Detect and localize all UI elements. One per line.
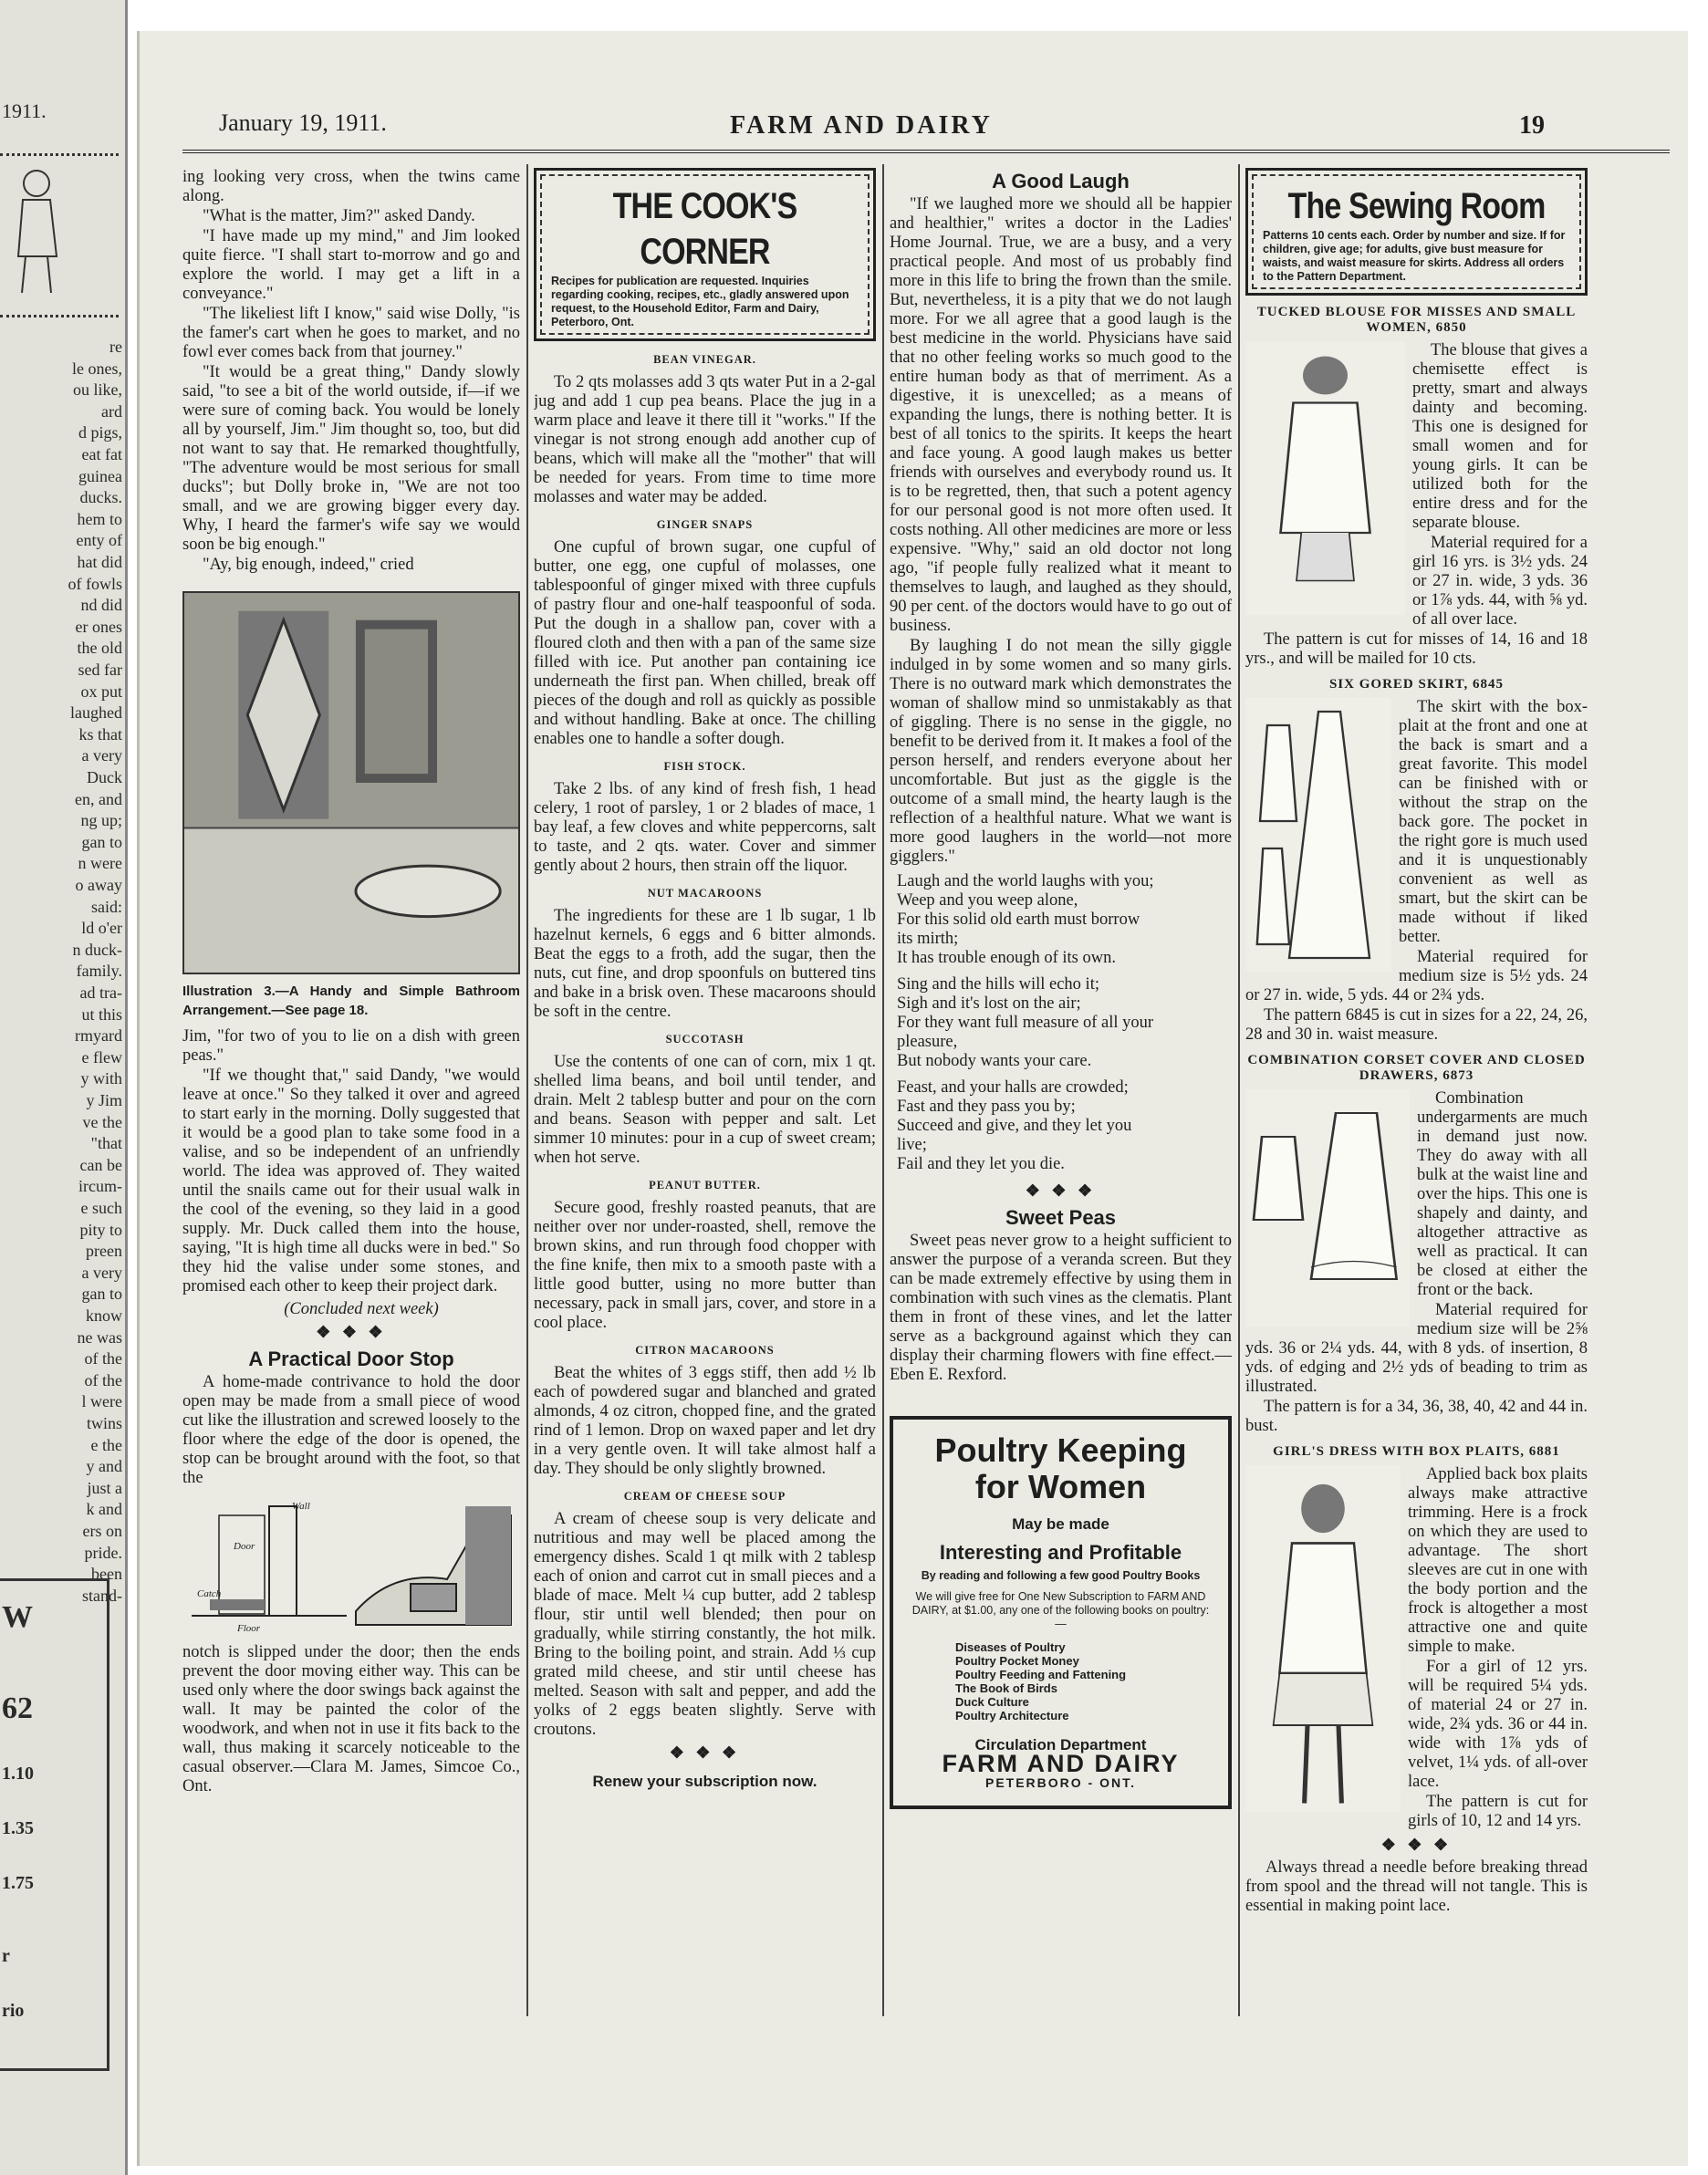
- issue-date: January 19, 1911.: [219, 109, 387, 136]
- previous-page-fragment: been: [91, 1565, 122, 1584]
- previous-page-fragment: d pigs,: [78, 423, 122, 442]
- door-stop-heading: A Practical Door Stop: [248, 1348, 454, 1370]
- diagram-label-catch: Catch: [197, 1588, 222, 1599]
- previous-page-fragment: y with: [80, 1069, 122, 1088]
- recipe-title: CITRON MACAROONS: [635, 1344, 775, 1357]
- column-good-laugh: [890, 168, 1232, 2084]
- story-paragraph: "If we thought that," said Dandy, "we would leave at once." So they talked it over and agreed to start early in the morning. Dolly suggested that it would be a good plan to take some food in a valise, and so be independent of an unfriendly world. The idea was approved of. They waited until the snails came out for their usual walk in the cool of the evening, so they laid in a good supply. Mr. Duck called them into the house, saying, "It is high time all ducks were in bed." So they hid the valise under some stones, and promised each other to keep their project dark.: [182, 1067, 520, 1296]
- door-stop-text-continued: notch is slipped under the door; then the ends prevent the door moving either way. This can be used only where the door swings back against the wall. It may be painted the color of the woodwork, and when not in use it fits back to the wall, thus making it scarcely noticeable to the casual observer.—Clara M. James, Simcoe Co., Ont.: [182, 1643, 520, 1795]
- previous-page-fragment: ers on: [82, 1522, 122, 1540]
- sewing-room-title: The Sewing Room: [1287, 186, 1546, 226]
- bathroom-scene-icon: [184, 593, 518, 973]
- previous-page-fragment: of the: [84, 1370, 122, 1389]
- previous-page-fragment: family.: [76, 962, 122, 981]
- previous-page-fragment: know: [86, 1306, 122, 1325]
- diagram-label-wall: Wall: [292, 1501, 310, 1512]
- previous-page-fragment: hem to: [77, 509, 122, 528]
- ad-book-item: Poultry Architecture: [955, 1709, 1069, 1722]
- previous-page-fragment: laughed: [70, 703, 122, 723]
- previous-page-ad: [0, 1578, 109, 2071]
- laugh-poem: [890, 872, 1232, 1174]
- recipe-text: The ingredients for these are 1 lb sugar, 1 lb hazelnut kernels, 6 eggs and 6 bitter almonds. Beat the eggs to a froth, add the sugar, then the nuts, cut fine, and drop spoonfuls on buttered tins and bake in a brisk oven. These macaroons should be soft in the centre.: [534, 907, 876, 1021]
- ad-interesting: Interesting and Profitable: [939, 1541, 1182, 1564]
- previous-page-fragment: of fowls: [68, 574, 122, 593]
- previous-page-fragment: eat fat: [81, 445, 122, 463]
- previous-page-fragment: re: [109, 338, 122, 356]
- good-laugh-text: [890, 195, 1232, 867]
- previous-page-fragment: ard: [101, 401, 122, 421]
- pattern-title: COMBINATION CORSET COVER AND CLOSED DRAWERS, 6873: [1247, 1053, 1586, 1083]
- newspaper-title: FARM AND DAIRY: [730, 111, 993, 140]
- previous-page-fragment: the old: [77, 639, 122, 658]
- good-laugh-paragraph: "If we laughed more we should all be happier and healthier," writes a doctor in the Ladies' Home Journal. True, we are a busy, and a very practical people. And most of us probably find more in this life to bring the frown than the smile. But, nevertheless, it is a pity that we do not laugh more. For we all agree that a good laugh is the best medicine in the world. Physicians have said that no other feeling works so much good to the entire human body as that of merriment. As a digestive, it is unexcelled; as a means of expanding the lungs, there is nothing better. It is best of all tonics to the spirits. It keeps the heart and face young. A good laugh makes us better friends with ourselves and everybody round us. It is to be regretted, then, that such a potent agency for our personal good is not more often used. It costs nothing. All other medicines are more or less expensive. "Why," said an old doctor not long ago, "if people fully realized what it meant to themselves to laugh, and laughed as they should, 90 per cent. of the doctors would have to go out of business.: [890, 195, 1232, 635]
- sewing-room-note: Patterns 10 cents each. Order by number and size. If for children, give age; for adults, give bust measure for waists, and waist measure for skirts. Address all orders to the Pattern Department.: [1263, 229, 1566, 283]
- previous-page-fragment: ve the: [82, 1112, 122, 1131]
- column-divider: [1238, 164, 1240, 2016]
- pattern-sizes: The pattern is cut for misses of 14, 16 and 18 yrs., and will be mailed for 10 cts.: [1245, 630, 1588, 668]
- story-paragraph: "It would be a great thing," Dandy slowly said, "to see a bit of the world outside, if—if we were sure of coming back. You would be lonely all by yourself, Jim." Jim thought so, too, but did not want to say that. He remarked thoughtfully, "The adventure would be most serious for small ducks"; but Dolly broke in, "We are not too small, and we are growing bigger every day. Why, I heard the farmer's wife say we would soon be big enough.": [182, 363, 520, 554]
- recipe-text: Take 2 lbs. of any kind of fresh fish, 1 head celery, 1 root of parsley, 1 or 2 blades of mace, 1 bay leaf, a few cloves and white peppercorns, salt to taste, and 2 qts. water. Cover and simmer gently about 2 hours, then strain off the liquor.: [534, 780, 876, 875]
- ad-book-item: Duck Culture: [955, 1695, 1029, 1709]
- recipe-title: FISH STOCK.: [663, 760, 746, 773]
- column-divider: [882, 164, 884, 2016]
- section-ornament: ❖ ❖ ❖: [1380, 1836, 1453, 1854]
- good-laugh-heading: A Good Laugh: [992, 170, 1130, 193]
- concluded-note: (Concluded next week): [284, 1300, 439, 1318]
- pattern-illustration: [1245, 341, 1405, 615]
- previous-page-fragment: ne was: [77, 1327, 122, 1347]
- previous-page-fragment: rmyard: [75, 1026, 122, 1046]
- boy-figure-icon: [0, 156, 109, 302]
- recipe-text: Secure good, freshly roasted peanuts, that are neither over nor under-roasted, shell, remove the brown skins, and run through food chopper with the fine knife, then mix to a smooth paste with a little good butter, using no more butter than necessary, pack in small jars, cover, and store in a cool place.: [534, 1199, 876, 1332]
- story-paragraph: ing looking very cross, when the twins came along.: [182, 168, 520, 205]
- column-divider: [526, 164, 528, 2016]
- poem-stanza: Laugh and the world laughs with you; Weep and you weep alone, For this solid old earth must borrow its mirth; It has trouble enough of its own.: [897, 872, 1154, 967]
- ad-may-be-made: May be made: [1012, 1515, 1109, 1533]
- previous-page-ad-fragment: 1.75: [2, 1873, 34, 1893]
- previous-page-edge: [0, 0, 128, 2175]
- previous-page-fragment: stand-: [82, 1586, 122, 1605]
- story-paragraph: Jim, "for two of you to lie on a dish with green peas.": [182, 1027, 520, 1065]
- sweet-peas-heading: Sweet Peas: [1005, 1206, 1117, 1229]
- previous-page-illustration: [0, 153, 119, 317]
- door-stop-text: A home-made contrivance to hold the door open may be made from a small piece of wood cut like the illustration and screwed loosely to the floor where the edge of the door is opened, the stop can be brought around with the foot, so that the: [182, 1373, 520, 1487]
- previous-page-ad-fragment: 1.35: [2, 1818, 34, 1838]
- pattern-title: TUCKED BLOUSE FOR MISSES AND SMALL WOMEN, 6850: [1256, 305, 1577, 335]
- recipe-text: To 2 qts molasses add 3 qts water Put in a 2-gal jug and add 1 cup pea beans. Place the jug in a warm place and leave it there till it "works." If the vinegar is not strong enough add another cup of beans, which will make all the "mother" that will be needed for years. From time to time more molasses and water may be added.: [534, 373, 876, 506]
- previous-page-fragment: of the: [84, 1349, 122, 1368]
- bathroom-illustration: [182, 591, 520, 974]
- garment-figure-icon: [1245, 341, 1405, 615]
- story-text-continued: [182, 1027, 520, 1296]
- pattern-material: For a girl of 12 yrs. will be required 5¼ yds. of material 24 or 27 in. wide, 2¾ yds. 36 or 44 in. wide with 1⅞ yds of velvet, 1¼ yds. of all-over lace.: [1408, 1658, 1588, 1791]
- recipe-text: Beat the whites of 3 eggs stiff, then add ½ lb each of powdered sugar and blanched and grated almonds, 4 oz citron, chopped fine, and the grated rind of 1 lemon. Drop on waxed paper and let dry in a very gentle oven. It will take almost half a day. They should be only slightly browned.: [534, 1364, 876, 1478]
- page-number: 19: [1519, 111, 1545, 140]
- pattern-material: Material required for medium size is 5½ yds. 24 or 27 in. wide, 5 yds. 44 or 2¾ yds.: [1245, 948, 1588, 1004]
- recipe-list: [534, 350, 876, 1740]
- previous-page-fragment: said:: [91, 897, 122, 916]
- previous-page-fragment: just a: [87, 1478, 122, 1497]
- pattern-list: [1245, 305, 1588, 1832]
- pattern-material: Material required for a girl 16 yrs. is 3½ yds. 24 or 27 in. wide, 3 yds. 36 or 1⅞ yds. 44, with ⅝ yd. of all over lace.: [1412, 534, 1588, 629]
- previous-page-fragment: n duck-: [72, 940, 122, 959]
- header-rule: [182, 150, 1670, 153]
- previous-page-fragment: k and: [86, 1500, 122, 1519]
- previous-page-year: 1911.: [2, 99, 47, 122]
- ad-book-item: Poultry Pocket Money: [955, 1654, 1079, 1668]
- previous-page-fragment: en, and: [75, 789, 122, 808]
- previous-page-fragment: y Jim: [86, 1091, 122, 1109]
- previous-page-fragment: n were: [78, 854, 122, 873]
- previous-page-fragment: ad tra-: [79, 983, 122, 1002]
- previous-page-fragment: a very: [81, 1263, 122, 1282]
- recipe-text: A cream of cheese soup is very delicate and nutritious and may well be placed among the emergency dishes. Scald 1 qt milk with 2 tablesp each of onion and carrot cut in small pieces and a blade of mace. Melt ¼ cup butter, add 2 tablesp flour, stir until well blended; then pour on gradually, while stirring constantly, the hot milk. Bring to the boiling point, and strain. Add ⅓ cup grated mild cheese, and stir until cheese has melted. Season with salt and pepper, and add the yolks of 2 eggs beaten slightly. Serve with croutons.: [534, 1510, 876, 1739]
- previous-page-ad-fragment: rio: [2, 2001, 25, 2021]
- previous-page-fragment: "that: [90, 1134, 122, 1153]
- previous-page-fragment: hat did: [77, 553, 122, 571]
- recipe-title: BEAN VINEGAR.: [653, 353, 756, 366]
- pattern-description: The blouse that gives a chemisette effect is pretty, smart and always dainty and becoming. This one is designed for small women and for young girls. It can be utilized both for the entire dress and for the separate blouse.: [1412, 341, 1588, 532]
- pattern-illustration: [1245, 698, 1391, 972]
- story-paragraph: "The likeliest lift I know," said wise Dolly, "is the famer's cart when he goes to market, and no fowl ever comes back from that journey.": [182, 305, 520, 361]
- story-text: [182, 168, 520, 575]
- previous-page-fragment: le ones,: [72, 359, 122, 378]
- ad-department: Circulation Department: [974, 1736, 1147, 1754]
- column-sewing-room: [1245, 168, 1588, 2084]
- previous-page-ad-fragment: 1.10: [2, 1764, 34, 1784]
- previous-page-fragment: preen: [86, 1242, 122, 1261]
- poem-stanza: Sing and the hills will echo it; Sigh and it's lost on the air; For they want full measure of all your pleasure, But nobody wants your care.: [897, 975, 1154, 1070]
- sewing-room-box: [1245, 168, 1588, 296]
- previous-page-fragment: sed far: [78, 661, 122, 679]
- ad-book-item: The Book of Birds: [955, 1681, 1057, 1695]
- garment-figure-icon: [1245, 698, 1391, 972]
- cooks-corner-box: [534, 168, 876, 341]
- pattern-sizes: The pattern 6845 is cut in sizes for a 22, 24, 26, 28 and 30 in. waist measure.: [1245, 1006, 1588, 1044]
- ad-book-list: [955, 1640, 1212, 1722]
- diagram-label-floor: Floor: [237, 1623, 261, 1634]
- previous-page-fragment: gan to: [81, 832, 122, 851]
- previous-page-fragment: ks that: [78, 724, 122, 744]
- previous-page-fragment: ld o'er: [81, 919, 122, 938]
- previous-page-fragment: e such: [80, 1199, 122, 1217]
- previous-page-fragment: l were: [81, 1392, 122, 1411]
- pattern-sizes: The pattern is for a 34, 36, 38, 40, 42 and 44 in. bust.: [1245, 1398, 1588, 1435]
- column-cooks-corner: [534, 168, 876, 2084]
- ad-offer: We will give free for One New Subscription to FARM AND DAIRY, at $1.00, any one of the following books on poultry:—: [911, 1590, 1210, 1630]
- recipe-title: SUCCOTASH: [665, 1033, 745, 1046]
- previous-page-fragment: ox put: [80, 682, 122, 701]
- previous-page-fragment: er ones: [75, 617, 122, 636]
- pattern-material: Material required for medium size will be 2⅝ yds. 36 or 2¼ yds. 44, with 8 yds. of insertion, 8 yds. of edging and 2½ yds of beading to trim as illustrated.: [1245, 1301, 1588, 1396]
- previous-page-fragment: e the: [90, 1435, 122, 1454]
- poultry-books-advertisement: [890, 1416, 1232, 1809]
- recipe-title: CREAM OF CHEESE SOUP: [623, 1490, 786, 1503]
- previous-page-fragment: Duck: [87, 768, 122, 786]
- previous-page-ad-fragment: r: [2, 1946, 10, 1966]
- previous-page-fragment: ou like,: [73, 380, 122, 400]
- section-ornament: ❖ ❖ ❖: [1025, 1181, 1097, 1200]
- previous-page-fragment: ducks.: [79, 488, 122, 507]
- pattern-description: Applied back box plaits always make attractive trimming. Here is a frock on which they are used to advantage. The short sleeves are cut in one with the body portion and the frock is altogether a most attractive one and quite simple to make.: [1408, 1465, 1588, 1656]
- ad-by-reading: By reading and following a few good Poultry Books: [921, 1569, 1201, 1582]
- previous-page-fragment: can be: [79, 1155, 122, 1174]
- previous-page-fragment: ut this: [81, 1004, 122, 1024]
- recipe-title: PEANUT BUTTER.: [649, 1179, 761, 1192]
- recipe-text: One cupful of brown sugar, one cupful of butter, one egg, one cupful of molasses, one tablespoonful of ginger mixed with three cupfuls of pastry flour and one-half teaspoonful of soda. Put the dough in a shallow pan, cover with a floured cloth and then with a pan of the same size filled with ice. Put another pan containing ice underneath the first pan. When chilled, break off pieces of the dough and roll as quickly as possible and without handling. Bake at once. The chilling enables one to handle a softer dough.: [534, 538, 876, 748]
- garment-figure-icon: [1245, 1089, 1410, 1327]
- recipe-title: GINGER SNAPS: [656, 518, 754, 531]
- ad-place: PETERBORO - ONT.: [984, 1775, 1136, 1790]
- poem-stanza: Feast, and your halls are crowded; Fast and they pass you by; Succeed and give, and they let you live; Fail and they let you die.: [897, 1078, 1132, 1173]
- door-stop-sketch-icon: [182, 1497, 520, 1634]
- previous-page-fragment: nd did: [80, 596, 122, 615]
- previous-page-fragment: guinea: [78, 466, 122, 485]
- pattern-illustration: [1245, 1465, 1401, 1812]
- pattern-title: SIX GORED SKIRT, 6845: [1328, 677, 1505, 692]
- ad-paper-name: FARM AND DAIRY: [942, 1750, 1180, 1777]
- previous-page-fragment: y and: [86, 1457, 122, 1476]
- garment-figure-icon: [1245, 1465, 1401, 1812]
- section-ornament: ❖ ❖ ❖: [669, 1743, 741, 1762]
- previous-page-fragment: o away: [75, 876, 122, 894]
- previous-page-fragment: a very: [81, 746, 122, 765]
- previous-page-ad-fragment: W: [2, 1600, 33, 1634]
- recipe-text: Use the contents of one can of corn, mix 1 qt. shelled lima beans, and boil until tender, and drain. Melt 2 tablesp butter and pour on the corn and beans. Season with pepper and salt. Let simmer 10 minutes: pour in a cup of sweet cream; when hot serve.: [534, 1053, 876, 1167]
- previous-page-fragment: pride.: [84, 1543, 122, 1562]
- pattern-title: GIRL'S DRESS WITH BOX PLAITS, 6881: [1273, 1444, 1560, 1459]
- previous-page-fragment: gan to: [81, 1285, 122, 1304]
- good-laugh-paragraph: By laughing I do not mean the silly giggle indulged in by some women and so many girls. There is no outward mark which demonstrates the woman of shallow mind so unmistakably as that of giggling. There is no sense in the giggle, no benefit to be derived from it. It makes a fool of the person herself, and renders everyone about her uncomfortable. But just as the giggle is the outcome of a small mind, the hearty laugh is the reflection of a healthful nature. What we want is more good laughers in the world—not more gigglers.": [890, 637, 1232, 866]
- section-ornament: ❖ ❖ ❖: [316, 1323, 387, 1341]
- story-paragraph: "I have made up my mind," and Jim looked quite fierce. "I shall start to-morrow and go and explore the world. I may get a lift in a conveyance.": [182, 227, 520, 303]
- ad-title: Poultry Keeping for Women: [934, 1431, 1187, 1505]
- pattern-sizes: The pattern is cut for girls of 10, 12 and 14 yrs.: [1408, 1793, 1588, 1830]
- renew-subscription-notice: Renew your subscription now.: [592, 1773, 818, 1790]
- column-story: [182, 168, 520, 2084]
- ad-book-item: Diseases of Poultry: [955, 1640, 1066, 1654]
- story-paragraph: "Ay, big enough, indeed," cried: [203, 556, 414, 574]
- ad-book-item: Poultry Feeding and Fattening: [955, 1668, 1127, 1681]
- illustration-caption: Illustration 3.—A Handy and Simple Bathroom Arrangement.—See page 18.: [182, 983, 520, 1018]
- previous-page-fragment: twins: [86, 1414, 122, 1432]
- pattern-description: Combination undergarments are much in demand just now. They do away with all bulk at the waist line and over the hips. This one is shapely and dainty, and altogether attractive as well as practical. It can be closed at either the front or the back.: [1417, 1089, 1588, 1299]
- previous-page-ad-fragment: 62: [2, 1691, 33, 1725]
- story-paragraph: "What is the matter, Jim?" asked Dandy.: [203, 207, 475, 225]
- door-stop-diagram: [182, 1497, 520, 1634]
- previous-page-fragment: ircum-: [78, 1177, 122, 1196]
- sweet-peas-text: Sweet peas never grow to a height sufficient to answer the purpose of a veranda screen. But they can be made extremely effective by using them in combination with such vines as the clematis. Plant them in front of these vines, and let the latter serve as a background against which they can display their charming flowers with fine effect.—Eben E. Rexford.: [890, 1232, 1232, 1384]
- previous-page-fragment: e flew: [81, 1047, 122, 1067]
- recipe-title: NUT MACAROONS: [647, 887, 763, 900]
- cooks-corner-title: THE COOK'S CORNER: [612, 186, 797, 272]
- previous-page-fragment: ng up;: [80, 811, 122, 830]
- previous-page-fragment: enty of: [76, 531, 122, 550]
- cooks-corner-note: Recipes for publication are requested. Inquiries regarding cooking, recipes, etc., gladly answered upon request, to the Household Editor, Farm and Dairy, Peterboro, Ont.: [551, 275, 849, 328]
- diagram-label-door: Door: [234, 1541, 255, 1552]
- sewing-tip: Always thread a needle before breaking thread from spool and the thread will not tangle. This is essential in making point lace.: [1245, 1858, 1588, 1915]
- previous-page-fragment: pity to: [79, 1220, 122, 1239]
- pattern-description: The skirt with the box-plait at the front and one at the back is smart and a great favorite. This model can be finished with or without the strap on the back gore. The pocket in the right gore is much used and it is unquestionably convenient as well as smart, but the skirt can be made without if liked better.: [1399, 698, 1588, 946]
- pattern-illustration: [1245, 1089, 1410, 1327]
